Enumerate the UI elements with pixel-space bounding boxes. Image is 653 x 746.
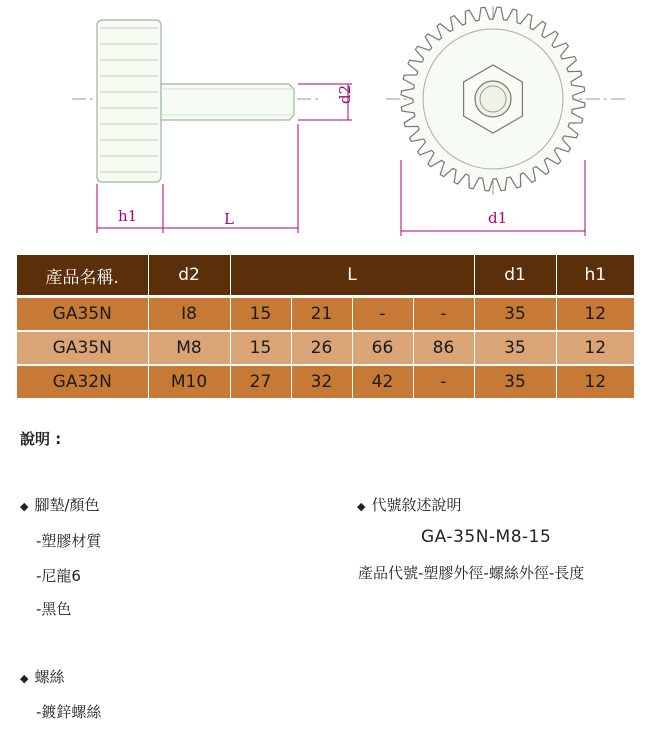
notes-heading: 說明 : <box>20 430 62 448</box>
diamond-bullet-icon: ◆ <box>357 500 366 513</box>
cell-L: 42 <box>352 365 413 399</box>
cell-name: GA35N <box>17 331 148 365</box>
cell-d1: 35 <box>474 297 556 332</box>
dim-label-h1: h1 <box>118 207 138 225</box>
header-h1: h1 <box>556 255 634 297</box>
cell-L: 21 <box>291 297 352 332</box>
header-d1: d1 <box>474 255 556 297</box>
cell-d1: 35 <box>474 365 556 399</box>
diamond-bullet-icon: ◆ <box>20 672 29 685</box>
cell-L: - <box>413 365 474 399</box>
spec-table <box>17 255 634 400</box>
table-row <box>17 365 634 399</box>
header-L: L <box>230 255 474 297</box>
code-example: GA-35N-M8-15 <box>421 527 552 547</box>
section-title-text: 螺絲 <box>34 668 65 686</box>
cell-L: 32 <box>291 365 352 399</box>
table-row <box>17 297 634 332</box>
cell-L: 86 <box>413 331 474 365</box>
dim-label-d1: d1 <box>488 209 508 227</box>
cell-d2: I8 <box>148 297 230 332</box>
code-description: 產品代號-塑膠外徑-螺絲外徑-長度 <box>358 564 585 582</box>
side-view <box>72 20 354 233</box>
cell-h1: 12 <box>556 365 634 399</box>
cell-L: 15 <box>230 297 291 332</box>
section-title-text: 腳墊/顏色 <box>34 496 100 514</box>
cell-h1: 12 <box>556 331 634 365</box>
section-title-code <box>357 494 461 515</box>
list-item: -鍍鋅螺絲 <box>36 703 102 721</box>
cell-name: GA32N <box>17 365 148 399</box>
section-title-material <box>20 494 100 515</box>
table-row <box>17 331 634 365</box>
header-product-name: 產品名稱. <box>17 255 148 297</box>
section-title-text: 代號敘述說明 <box>371 496 462 514</box>
cell-d2: M8 <box>148 331 230 365</box>
cell-L: 66 <box>352 331 413 365</box>
cell-L: - <box>413 297 474 332</box>
list-item: -塑膠材質 <box>36 532 102 550</box>
cell-d1: 35 <box>474 331 556 365</box>
section-title-screw <box>20 666 64 687</box>
technical-drawing <box>0 0 653 248</box>
cell-L: 26 <box>291 331 352 365</box>
diamond-bullet-icon: ◆ <box>20 500 29 513</box>
cell-L: - <box>352 297 413 332</box>
cell-h1: 12 <box>556 297 634 332</box>
cell-L: 27 <box>230 365 291 399</box>
list-item: -尼龍6 <box>36 567 81 585</box>
cell-L: 15 <box>230 331 291 365</box>
table-header-row <box>17 255 634 297</box>
list-item: -黑色 <box>36 600 72 618</box>
cell-name: GA35N <box>17 297 148 332</box>
dim-label-d2: d2 <box>336 84 354 104</box>
dim-label-L: L <box>224 210 234 228</box>
header-d2: d2 <box>148 255 230 297</box>
cell-d2: M10 <box>148 365 230 399</box>
front-view <box>386 6 628 236</box>
